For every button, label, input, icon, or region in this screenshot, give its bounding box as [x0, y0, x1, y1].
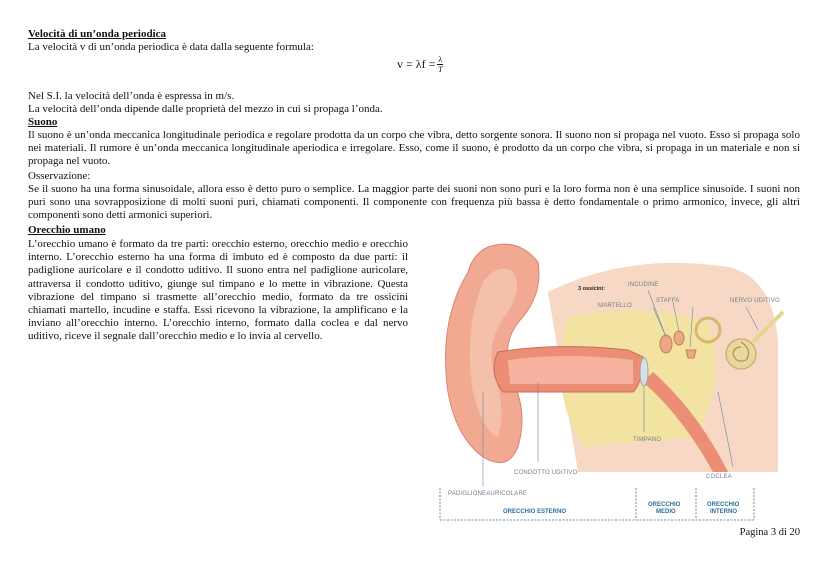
ossicini-label: 3 ossicini:: [578, 286, 605, 292]
page-number: Pagina 3 di 20: [739, 527, 800, 538]
timpano-label: TIMPANO: [633, 437, 662, 443]
incudine-label: INCUDINE: [628, 282, 659, 288]
ear-anatomy-figure: [428, 232, 790, 526]
interno-label-1: ORECCHIO: [707, 502, 740, 508]
nervo-label: NERVO UDITIVO: [730, 298, 780, 304]
martello-label: MARTELLO: [598, 303, 632, 309]
velocita-line1: Nel S.I. la velocità dell’onda è espressa in m/s.: [28, 90, 235, 102]
orecchio-heading: Orecchio umano: [28, 224, 106, 236]
cochlea-shape: [726, 339, 756, 369]
medio-label-2: MEDIO: [656, 509, 676, 515]
stapes-shape: [686, 350, 696, 358]
tympanum-shape: [640, 358, 648, 386]
formula-lhs: v = λf =: [397, 57, 436, 71]
interno-label-2: INTERNO: [710, 509, 737, 515]
incus-shape: [674, 331, 684, 345]
orecchio-paragraph: L’orecchio umano è formato da tre parti: orecchio esterno, orecchio medio e orecchio interno. L’orecchio esterno ha una forma di imbuto ed è composto da due parti: il padiglione auricolare e il condotto uditivo. Il suono entra nel padiglione auricolare, attraversa il condotto uditivo, giunge sul timpano e lo mette in vibrazione. Questa vibrazione del timpano si trasmette all’orecchio medio, formato da tre ossicini chiamati martello, incudine e staffa. Essi ricevono la vibrazione, la amplificano e la inviano all’orecchio interno. L’orecchio interno, formato dalla coclea e dal nervo uditivo, riceve il segnale dall’orecchio medio e lo invia al cervello.: [28, 238, 408, 343]
velocita-heading: Velocità di un’onda periodica: [28, 28, 167, 40]
formula-fraction: [437, 55, 443, 74]
staffa-label: STAFFA: [656, 298, 680, 304]
padiglione-label: PADIGLIONEAURICOLARE: [448, 491, 528, 497]
suono-heading: Suono: [28, 116, 58, 128]
medio-label-1: ORECCHIO: [648, 502, 681, 508]
osservazione-label: Osservazione:: [28, 170, 91, 182]
velocity-formula: [397, 55, 443, 74]
formula-numerator: λ: [438, 55, 443, 64]
ear-canal-inner: [508, 356, 633, 384]
suono-paragraph: Il suono è un’onda meccanica longitudinale periodica e regolare prodotta da un corpo che vibra, detto sorgente sonora. Il suono non si propaga nel vuoto. Esso si propaga solo nei materiali. Il rumore è un’onda meccanica longitudinale aperiodica e irregolare. Esso, come il suono, è prodotto da un corpo che vibra, si propaga in un materiale e non si propaga nel vuoto.: [28, 129, 800, 168]
esterno-label: ORECCHIO ESTERNO: [503, 509, 567, 515]
condotto-label: CONDOTTO UDITIVO: [514, 470, 578, 476]
osservazione-paragraph: Se il suono ha una forma sinusoidale, allora esso è detto puro o semplice. La maggior parte dei suoni non sono puri e la loro forma non è una semplice sinusoide. I suoni non puri sono una sovrapposizione di molti suoni puri, chiamati componenti. Il componente con frequenza più bassa è detto fondamentale o primo armonico, invece, gli altri componenti sono detti armonici superiori.: [28, 183, 800, 222]
velocita-line2: La velocità dell’onda dipende dalle proprietà del mezzo in cui si propaga l’onda.: [28, 103, 383, 115]
coclea-label: COCLEA: [706, 474, 732, 480]
velocita-intro: La velocità v di un’onda periodica è data dalla seguente formula:: [28, 41, 314, 53]
formula-denominator: T: [438, 65, 443, 74]
malleus-shape: [660, 335, 672, 353]
